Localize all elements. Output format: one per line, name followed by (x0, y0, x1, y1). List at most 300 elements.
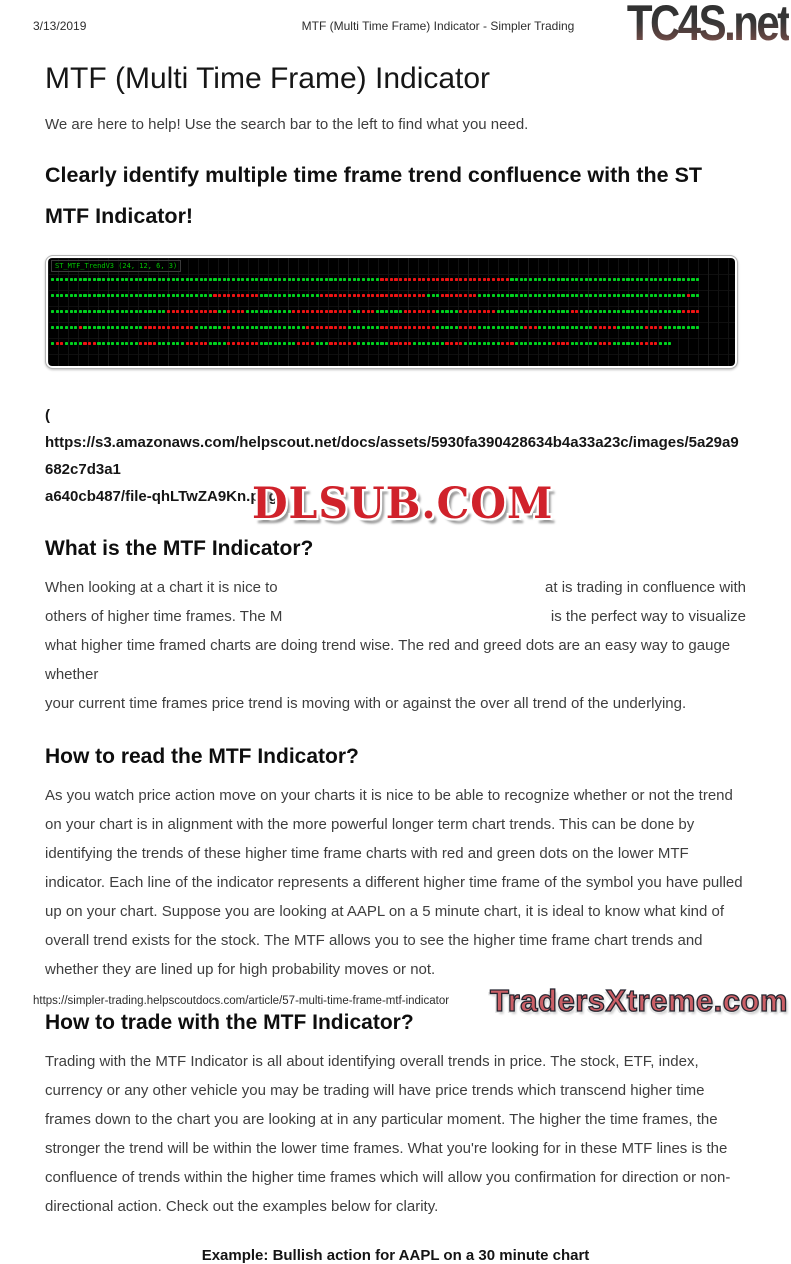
bullish-dot (264, 342, 267, 345)
bullish-dot (83, 294, 86, 297)
bullish-dot (218, 326, 221, 329)
bullish-dot (506, 310, 509, 313)
bearish-dot (204, 310, 207, 313)
bullish-dot (589, 326, 592, 329)
image-link-url-line2: a640cb487/file-qhLTwZA9Kn.png ) (45, 487, 287, 505)
bullish-dot (664, 294, 667, 297)
bearish-dot (329, 310, 332, 313)
bearish-dot (162, 326, 165, 329)
bullish-dot (302, 294, 305, 297)
bullish-dot (585, 342, 588, 345)
bearish-dot (408, 294, 411, 297)
bullish-dot (380, 342, 383, 345)
bearish-dot (339, 310, 342, 313)
bullish-dot (617, 278, 620, 281)
bullish-dot (677, 326, 680, 329)
bullish-dot (176, 342, 179, 345)
bullish-dot (617, 294, 620, 297)
bearish-dot (255, 294, 258, 297)
bullish-dot (162, 278, 165, 281)
bullish-dot (380, 310, 383, 313)
bullish-dot (148, 310, 151, 313)
bullish-dot (515, 294, 518, 297)
bullish-dot (548, 294, 551, 297)
bearish-dot (167, 326, 170, 329)
bullish-dot (659, 294, 662, 297)
bearish-dot (200, 342, 203, 345)
bearish-dot (148, 326, 151, 329)
bullish-dot (93, 278, 96, 281)
bullish-dot (441, 342, 444, 345)
bullish-dot (552, 278, 555, 281)
bullish-dot (613, 310, 616, 313)
bullish-dot (515, 326, 518, 329)
bearish-dot (487, 310, 490, 313)
bearish-dot (339, 342, 342, 345)
bearish-dot (418, 278, 421, 281)
bullish-dot (195, 294, 198, 297)
bearish-dot (329, 294, 332, 297)
bullish-dot (626, 326, 629, 329)
bullish-dot (538, 294, 541, 297)
bullish-dot (673, 310, 676, 313)
bullish-dot (367, 326, 370, 329)
bearish-dot (390, 342, 393, 345)
bearish-dot (422, 278, 425, 281)
bullish-dot (585, 278, 588, 281)
bearish-dot (325, 310, 328, 313)
bullish-dot (599, 294, 602, 297)
bullish-dot (255, 278, 258, 281)
bullish-dot (278, 326, 281, 329)
bearish-dot (79, 326, 82, 329)
bearish-dot (251, 342, 254, 345)
headline: Clearly identify multiple time frame trend confluence with the ST MTF Indicator! (45, 163, 703, 228)
bearish-dot (241, 310, 244, 313)
bullish-dot (487, 342, 490, 345)
bullish-dot (292, 342, 295, 345)
bearish-dot (302, 310, 305, 313)
bearish-dot (329, 342, 332, 345)
bullish-dot (274, 278, 277, 281)
bearish-dot (687, 294, 690, 297)
bearish-dot (376, 294, 379, 297)
bullish-dot (455, 326, 458, 329)
bearish-dot (469, 326, 472, 329)
bullish-dot (190, 278, 193, 281)
bullish-dot (241, 326, 244, 329)
bullish-dot (107, 278, 110, 281)
bearish-dot (399, 342, 402, 345)
bullish-dot (636, 278, 639, 281)
bearish-dot (334, 342, 337, 345)
bullish-dot (251, 310, 254, 313)
bullish-dot (121, 326, 124, 329)
bullish-dot (116, 310, 119, 313)
bullish-dot (209, 278, 212, 281)
bullish-dot (107, 326, 110, 329)
bearish-dot (371, 294, 374, 297)
bullish-dot (251, 326, 254, 329)
bullish-dot (510, 278, 513, 281)
bullish-dot (97, 278, 100, 281)
bullish-dot (70, 326, 73, 329)
bearish-dot (241, 342, 244, 345)
bullish-dot (97, 310, 100, 313)
bearish-dot (506, 278, 509, 281)
bullish-dot (432, 342, 435, 345)
bearish-dot (380, 326, 383, 329)
bullish-dot (79, 278, 82, 281)
bearish-dot (450, 342, 453, 345)
bearish-dot (362, 310, 365, 313)
bullish-dot (218, 342, 221, 345)
bearish-dot (487, 278, 490, 281)
bullish-dot (283, 310, 286, 313)
bullish-dot (139, 278, 142, 281)
bullish-dot (534, 310, 537, 313)
bearish-dot (497, 278, 500, 281)
bearish-dot (255, 342, 258, 345)
bullish-dot (626, 310, 629, 313)
bullish-dot (608, 278, 611, 281)
bullish-dot (585, 310, 588, 313)
bullish-dot (497, 310, 500, 313)
bearish-dot (343, 310, 346, 313)
bearish-dot (367, 294, 370, 297)
bearish-dot (348, 294, 351, 297)
bearish-dot (436, 278, 439, 281)
bearish-dot (459, 294, 462, 297)
bearish-dot (195, 310, 198, 313)
bullish-dot (585, 326, 588, 329)
bullish-dot (640, 326, 643, 329)
intro-text: We are here to help! Use the search bar to the left to find what you need. (45, 116, 529, 133)
bearish-dot (251, 294, 254, 297)
bullish-dot (534, 342, 537, 345)
bullish-dot (529, 342, 532, 345)
bullish-dot (543, 294, 546, 297)
bullish-dot (626, 342, 629, 345)
bullish-dot (320, 278, 323, 281)
bullish-dot (218, 310, 221, 313)
bullish-dot (121, 294, 124, 297)
bullish-dot (334, 278, 337, 281)
footer-source-url[interactable]: https://simpler-trading.helpscoutdocs.com/article/57-multi-time-frame-mtf-indicator (33, 995, 450, 1007)
bearish-dot (325, 294, 328, 297)
bullish-dot (599, 310, 602, 313)
bearish-dot (469, 278, 472, 281)
bullish-dot (520, 326, 523, 329)
bullish-dot (613, 294, 616, 297)
bullish-dot (329, 278, 332, 281)
bullish-dot (631, 342, 634, 345)
bullish-dot (613, 278, 616, 281)
bullish-dot (557, 326, 560, 329)
bullish-dot (654, 294, 657, 297)
bullish-dot (176, 278, 179, 281)
bullish-dot (445, 310, 448, 313)
bearish-dot (348, 342, 351, 345)
bullish-dot (70, 278, 73, 281)
bullish-dot (79, 310, 82, 313)
bearish-dot (645, 342, 648, 345)
bearish-dot (390, 326, 393, 329)
bullish-dot (130, 326, 133, 329)
bullish-dot (186, 294, 189, 297)
bearish-dot (408, 278, 411, 281)
line-fragment-pre: others of higher time frames. The M (45, 607, 283, 625)
paragraph-line (45, 602, 746, 631)
print-date: 3/13/2019 (33, 19, 87, 33)
bullish-dot (557, 294, 560, 297)
bullish-dot (223, 310, 226, 313)
bullish-dot (608, 294, 611, 297)
bullish-dot (65, 278, 68, 281)
bullish-dot (111, 326, 114, 329)
bullish-dot (260, 326, 263, 329)
bullish-dot (622, 326, 625, 329)
bullish-dot (367, 342, 370, 345)
bullish-dot (74, 278, 77, 281)
bullish-dot (297, 326, 300, 329)
bullish-dot (139, 326, 142, 329)
bullish-dot (510, 310, 513, 313)
bullish-dot (371, 342, 374, 345)
bullish-dot (269, 326, 272, 329)
bullish-dot (232, 326, 235, 329)
bullish-dot (640, 278, 643, 281)
bullish-dot (394, 310, 397, 313)
bearish-dot (311, 326, 314, 329)
bearish-dot (478, 278, 481, 281)
bearish-dot (594, 326, 597, 329)
bullish-dot (88, 278, 91, 281)
bullish-dot (548, 310, 551, 313)
bullish-dot (130, 342, 133, 345)
bullish-dot (278, 294, 281, 297)
bullish-dot (561, 294, 564, 297)
bullish-dot (88, 326, 91, 329)
bearish-dot (60, 342, 63, 345)
bullish-dot (543, 310, 546, 313)
bullish-dot (422, 342, 425, 345)
bullish-dot (677, 310, 680, 313)
bullish-dot (292, 278, 295, 281)
bullish-dot (353, 326, 356, 329)
bullish-dot (195, 326, 198, 329)
bearish-dot (172, 310, 175, 313)
bullish-dot (56, 278, 59, 281)
bullish-dot (79, 342, 82, 345)
bullish-dot (691, 326, 694, 329)
bearish-dot (603, 342, 606, 345)
bearish-dot (422, 326, 425, 329)
bullish-dot (654, 278, 657, 281)
bullish-dot (524, 342, 527, 345)
bullish-dot (56, 294, 59, 297)
bullish-dot (264, 326, 267, 329)
mtf-chart-image (45, 255, 738, 369)
mtf-chart-panel (48, 258, 735, 366)
bullish-dot (246, 278, 249, 281)
bullish-dot (501, 294, 504, 297)
bearish-dot (329, 326, 332, 329)
bearish-dot (408, 326, 411, 329)
bullish-dot (473, 342, 476, 345)
tc4s-logo: TC4S.net (627, 0, 789, 51)
bearish-dot (237, 310, 240, 313)
bearish-dot (320, 310, 323, 313)
bullish-dot (696, 278, 699, 281)
bullish-dot (524, 310, 527, 313)
bullish-dot (636, 310, 639, 313)
bullish-dot (107, 310, 110, 313)
bullish-dot (478, 326, 481, 329)
page-title: MTF (Multi Time Frame) Indicator (45, 62, 491, 95)
bullish-dot (237, 278, 240, 281)
bullish-dot (135, 278, 138, 281)
bearish-dot (343, 326, 346, 329)
bullish-dot (497, 342, 500, 345)
bullish-dot (302, 278, 305, 281)
bullish-dot (93, 326, 96, 329)
bullish-dot (51, 326, 54, 329)
dot-row-timeframe-3 (51, 310, 699, 313)
bullish-dot (432, 294, 435, 297)
bullish-dot (278, 342, 281, 345)
dot-row-timeframe-1 (51, 278, 699, 281)
bearish-dot (200, 310, 203, 313)
bullish-dot (357, 278, 360, 281)
bullish-dot (515, 278, 518, 281)
bullish-dot (107, 342, 110, 345)
bearish-dot (399, 326, 402, 329)
bearish-dot (241, 294, 244, 297)
bullish-dot (172, 342, 175, 345)
bearish-dot (204, 342, 207, 345)
bullish-dot (631, 310, 634, 313)
bullish-dot (223, 342, 226, 345)
bearish-dot (316, 326, 319, 329)
bullish-dot (213, 326, 216, 329)
bullish-dot (311, 294, 314, 297)
bullish-dot (589, 294, 592, 297)
bullish-dot (357, 310, 360, 313)
bearish-dot (334, 310, 337, 313)
bearish-dot (413, 294, 416, 297)
bearish-dot (339, 294, 342, 297)
bearish-dot (534, 326, 537, 329)
bullish-dot (325, 342, 328, 345)
bullish-dot (283, 326, 286, 329)
bullish-dot (631, 294, 634, 297)
bearish-dot (418, 294, 421, 297)
bearish-dot (478, 310, 481, 313)
bullish-dot (209, 326, 212, 329)
bearish-dot (404, 310, 407, 313)
bullish-dot (506, 294, 509, 297)
bearish-dot (320, 294, 323, 297)
bullish-dot (696, 326, 699, 329)
bullish-dot (297, 294, 300, 297)
bullish-dot (125, 326, 128, 329)
bullish-dot (65, 342, 68, 345)
bullish-dot (566, 278, 569, 281)
bearish-dot (418, 326, 421, 329)
section-paragraph-what-is (45, 573, 746, 718)
bullish-dot (520, 310, 523, 313)
bearish-dot (390, 278, 393, 281)
bullish-dot (135, 342, 138, 345)
bullish-dot (529, 278, 532, 281)
bullish-dot (227, 278, 230, 281)
bullish-dot (483, 294, 486, 297)
bullish-dot (552, 310, 555, 313)
bullish-dot (107, 294, 110, 297)
bearish-dot (571, 310, 574, 313)
bullish-dot (260, 310, 263, 313)
bullish-dot (306, 294, 309, 297)
article-content (45, 0, 746, 1264)
bullish-dot (74, 342, 77, 345)
bullish-dot (121, 342, 124, 345)
bullish-dot (524, 278, 527, 281)
bearish-dot (422, 310, 425, 313)
bullish-dot (111, 342, 114, 345)
bullish-dot (659, 342, 662, 345)
bearish-dot (302, 342, 305, 345)
bullish-dot (292, 326, 295, 329)
bearish-dot (506, 342, 509, 345)
example-caption: Example: Bullish action for AAPL on a 30 minute chart (201, 1246, 590, 1264)
bullish-dot (255, 310, 258, 313)
bearish-dot (450, 294, 453, 297)
bearish-dot (311, 342, 314, 345)
bullish-dot (626, 278, 629, 281)
bullish-dot (269, 278, 272, 281)
bullish-dot (246, 310, 249, 313)
bullish-dot (274, 310, 277, 313)
bullish-dot (200, 294, 203, 297)
bullish-dot (376, 326, 379, 329)
bullish-dot (260, 294, 263, 297)
bearish-dot (246, 342, 249, 345)
bearish-dot (557, 342, 560, 345)
bearish-dot (144, 326, 147, 329)
bearish-dot (483, 310, 486, 313)
bearish-dot (306, 342, 309, 345)
bearish-dot (190, 326, 193, 329)
bearish-dot (353, 342, 356, 345)
bearish-dot (176, 310, 179, 313)
section-heading-what-is: What is the MTF Indicator? (45, 536, 314, 560)
bearish-dot (445, 342, 448, 345)
bullish-dot (645, 278, 648, 281)
bullish-dot (552, 326, 555, 329)
bullish-dot (436, 342, 439, 345)
bullish-dot (278, 310, 281, 313)
section-heading-how-to-trade: How to trade with the MTF Indicator? (45, 1010, 414, 1034)
bullish-dot (195, 278, 198, 281)
bullish-dot (116, 294, 119, 297)
bullish-dot (144, 278, 147, 281)
bullish-dot (353, 278, 356, 281)
bullish-dot (148, 294, 151, 297)
bullish-dot (65, 310, 68, 313)
bullish-dot (617, 310, 620, 313)
bullish-dot (585, 294, 588, 297)
